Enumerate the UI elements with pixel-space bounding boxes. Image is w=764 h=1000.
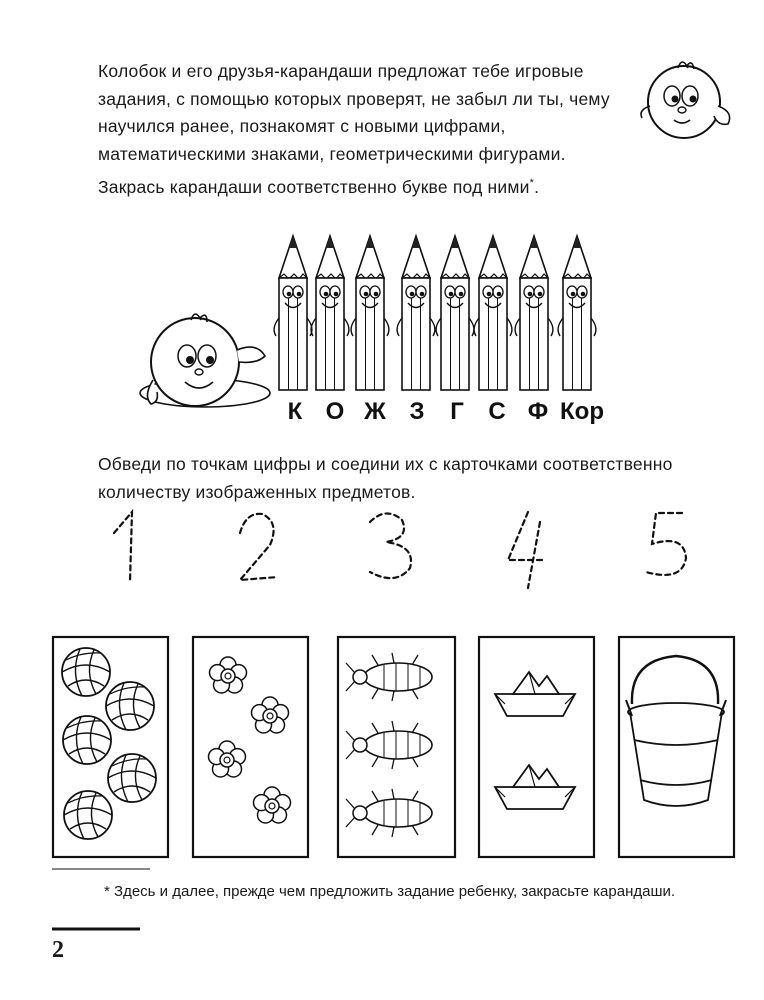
card-boats[interactable] xyxy=(479,637,594,857)
pencil-letter-7: Ф xyxy=(527,398,549,425)
kolobok-top-illustration xyxy=(641,62,730,138)
pencil-letter-2: О xyxy=(325,398,345,425)
volleyball-icon xyxy=(63,716,111,764)
volleyball-icon xyxy=(64,791,112,839)
card-flowers[interactable] xyxy=(193,637,308,857)
volleyball-icon xyxy=(108,754,156,802)
footnote-marker: * xyxy=(529,177,535,189)
pencil-letter-5: Г xyxy=(450,398,464,425)
pencil-letter-1: К xyxy=(287,398,303,425)
kolobok-pencils-illustration xyxy=(140,236,596,407)
dotted-digit-5[interactable] xyxy=(646,513,686,575)
volleyball-icon xyxy=(62,648,110,696)
dotted-digit-3[interactable] xyxy=(370,513,411,578)
card-beetles[interactable] xyxy=(338,637,455,857)
coloring-instruction-text: Закрась карандаши соответственно букве под ними xyxy=(98,176,530,197)
card-bucket[interactable] xyxy=(619,637,734,857)
card-volleyballs[interactable] xyxy=(53,637,168,857)
page-number: 2 xyxy=(52,937,64,963)
footnote-text: * Здесь и далее, прежде чем предложить задание ребенку, закрасьте карандаши. xyxy=(104,883,676,900)
coloring-instruction: Закрась карандаши соответственно букве под ними*. xyxy=(98,176,540,197)
dotted-digit-1[interactable] xyxy=(114,512,132,582)
pencil-letter-4: З xyxy=(409,398,425,425)
pencil-letter-6: С xyxy=(488,398,506,425)
dotted-digit-2[interactable] xyxy=(240,514,278,580)
pencil-letter-8: Кор xyxy=(560,398,604,425)
pencil-letter-3: Ж xyxy=(364,398,386,425)
task-trace-digits: Обведи по точкам цифры и соедини их с карточками соответственно количеству изображенных предметов. xyxy=(98,454,673,502)
intro-text: Колобок и его друзья-карандаши предложат тебе игровые задания, с помощью которых проверят, не забыл ли ты, чему научился ранее, познакомят с новыми цифрами, математическими знаками, геометрическими фигурами. xyxy=(98,61,610,164)
dotted-digit-4[interactable] xyxy=(508,512,546,588)
volleyball-icon xyxy=(106,682,154,730)
